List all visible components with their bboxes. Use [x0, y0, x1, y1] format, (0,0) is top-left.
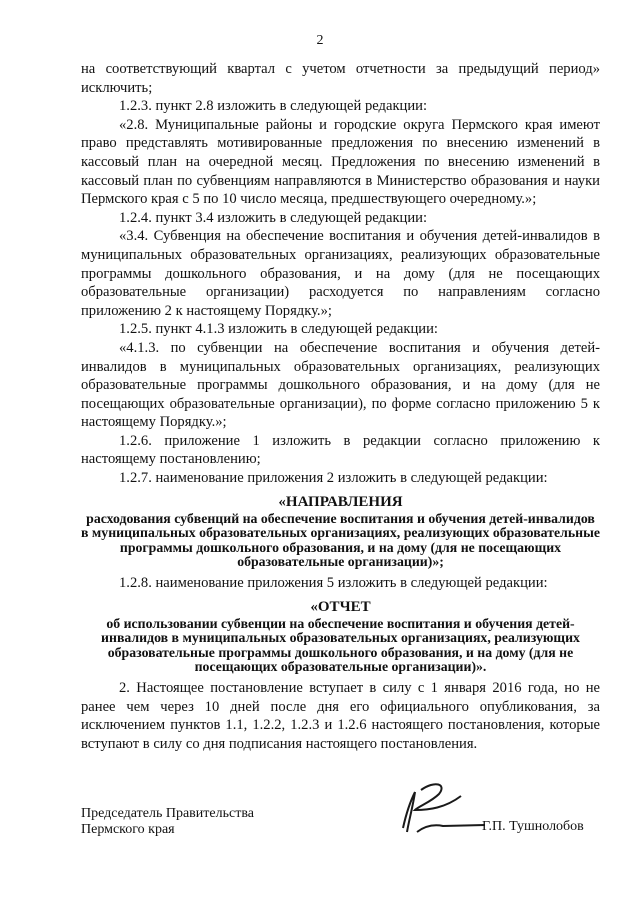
- signatory-title: [81, 806, 254, 838]
- page-number: 2: [316, 33, 324, 48]
- heading-otchet: «ОТЧЕТ: [310, 598, 371, 615]
- paragraph-2-8: «2.8. Муниципальные районы и городские округа Пермского края имеют право представлять мотивированные предложения по внесению изменений в кассовый план на очередной месяц. Предложения по внесению изменений в кассовый план по субвенциям направляются в Министерство образования и науки Пермского края с 5 по 10 число месяца, предшествующего очередному.»;: [81, 116, 600, 208]
- paragraph-continuation: на соответствующий квартал с учетом отчетности за предыдущий период» исключить;: [81, 61, 600, 96]
- paragraph-1-2-4: 1.2.4. пункт 3.4 изложить в следующей редакции:: [119, 209, 428, 226]
- paragraph-4-1-3: «4.1.3. по субвенции на обеспечение воспитания и обучения детей-инвалидов в муниципальных образовательных организациях, реализующих образовательные программы дошкольного образования, и на дому (для не посещающих образовательные организации), по форме согласно приложению 5 к настоящему Порядку.»;: [81, 339, 600, 431]
- paragraph-1-2-8: 1.2.8. наименование приложения 5 изложить в следующей редакции:: [119, 575, 548, 592]
- signatory-name: Г.П. Тушнолобов: [482, 819, 584, 834]
- document-body: [81, 60, 600, 753]
- heading-napravleniya: «НАПРАВЛЕНИЯ: [278, 493, 403, 510]
- paragraph-1-2-3: 1.2.3. пункт 2.8 изложить в следующей редакции:: [119, 98, 428, 115]
- signatory-title-line1: Председатель Правительства: [81, 806, 254, 821]
- paragraph-1-2-6: 1.2.6. приложение 1 изложить в редакции согласно приложению к настоящему постановлению;: [81, 432, 600, 468]
- heading-otchet-subtitle: об использовании субвенции на обеспечение воспитания и обучения детей-инвалидов в муниципальных образовательных организациях, реализующих образовательные программы дошкольного образования, и на дому (для не посещающих образовательные организации)».: [101, 615, 580, 675]
- paragraph-1-2-7: 1.2.7. наименование приложения 2 изложить в следующей редакции:: [119, 470, 548, 487]
- paragraph-3-4: «3.4. Субвенция на обеспечение воспитания и обучения детей-инвалидов в муниципальных образовательных организациях, реализующих образовательные программы дошкольного образования, и на дому (для не посещающих образовательные организации) расходуется по направлениям согласно приложению 2 к настоящему Порядку.»;: [81, 228, 600, 319]
- paragraph-1-2-5: 1.2.5. пункт 4.1.3 изложить в следующей редакции:: [119, 321, 438, 338]
- heading-napravleniya-subtitle: расходования субвенций на обеспечение воспитания и обучения детей-инвалидов в муниципальных образовательных организациях, реализующих образовательные программы дошкольного образования, и на дому (для не посещающих образовательные организации)»;: [81, 510, 600, 570]
- paragraph-2: 2. Настоящее постановление вступает в силу с 1 января 2016 года, но не ранее чем через 10 дней после дня его официального опубликования, за исключением пунктов 1.1, 1.2.2, 1.2.3 и 1.2.6 настоящего постановления, которые вступают в силу со дня подписания настоящего постановления.: [81, 680, 600, 752]
- signatory-title-line2: Пермского края: [81, 822, 175, 837]
